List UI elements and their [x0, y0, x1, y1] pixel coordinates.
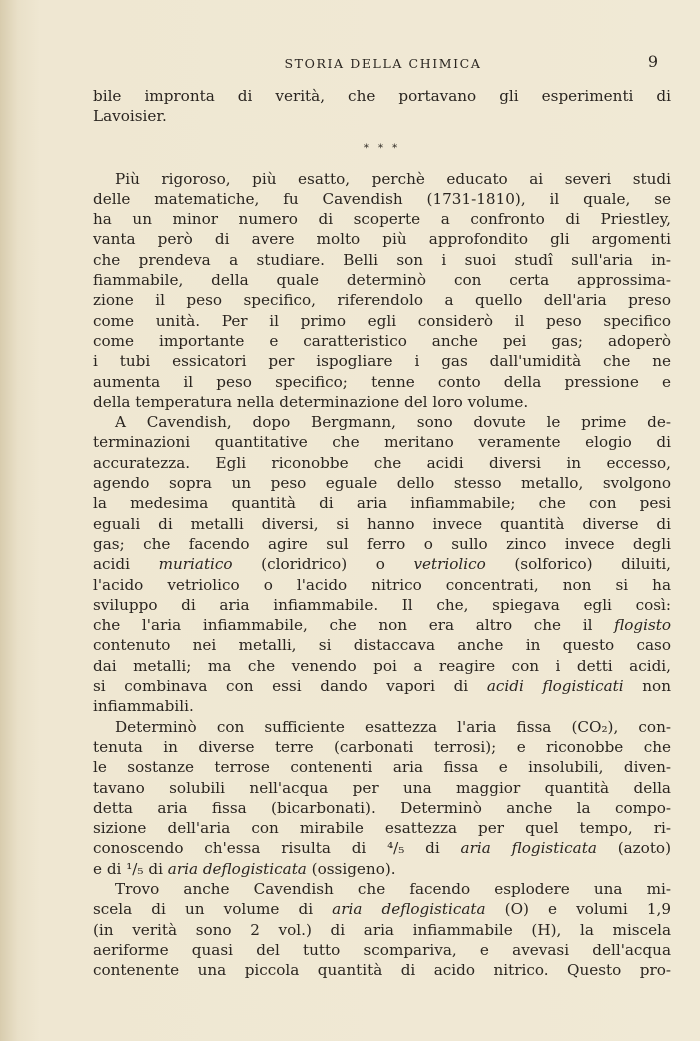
text-line: gas; che facendo agire sul ferro o sullo zinco invece degli — [93, 534, 671, 553]
text-line: bile impronta di verità, che portavano gli esperimenti di — [93, 87, 671, 105]
section-separator: * * * — [363, 142, 401, 154]
text-line: (in verità sono 2 vol.) di aria infiammabile (H), la miscela — [93, 920, 671, 939]
text-line: i tubi essicatori per ispogliare i gas dall'umidità che ne — [93, 352, 671, 371]
text-line: contenuto nei metalli, si distaccava anche in questo caso — [93, 636, 671, 655]
text-line: la medesima quantità di aria infiammabile; che con pesi — [93, 494, 671, 513]
text-line: accuratezza. Egli riconobbe che acidi diversi in eccesso, — [93, 453, 671, 472]
text-line: Lavoisier. — [93, 107, 167, 126]
text-line: agendo sopra un peso eguale dello stesso metallo, svolgono — [93, 474, 671, 493]
text-line: zione il peso specifico, riferendolo a quello dell'aria preso — [93, 291, 671, 310]
text-line: e di ¹/₅ di aria deflogisticata (ossigeno). — [93, 859, 396, 878]
text-line: aeriforme quasi del tutto scompariva, e avevasi dell'acqua — [93, 940, 671, 959]
running-title: STORIA DELLA CHIMICA — [284, 56, 482, 71]
text-line: A Cavendish, dopo Bergmann, sono dovute le prime de- — [115, 413, 671, 432]
text-line: acidi muriatico (cloridrico) o vetriolico (solforico) diluiti, — [93, 555, 671, 574]
text-line: vanta però di avere molto più approfondito gli argomenti — [93, 230, 671, 249]
page-number: 9 — [647, 52, 658, 71]
text-line: conoscendo ch'essa risulta di ⁴/₅ di aria flogisticata (azoto) — [93, 839, 671, 858]
text-line: tavano solubili nell'acqua per una maggior quantità della — [93, 778, 671, 797]
text-line: ha un minor numero di scoperte a confronto di Priestley, — [93, 210, 671, 229]
text-line: l'acido vetriolico o l'acido nitrico concentrati, non si ha — [93, 575, 671, 594]
text-line: fiammabile, della quale determinò con certa approssima- — [93, 271, 671, 290]
body-text — [93, 86, 671, 980]
text-line: che prendeva a studiare. Belli son i suoi studî sull'aria in- — [93, 250, 671, 269]
text-line: detta aria fissa (bicarbonati). Determinò anche la compo- — [93, 798, 671, 817]
paragraphs — [93, 169, 671, 981]
text-line: contenente una piccola quantità di acido nitrico. Questo pro- — [93, 961, 671, 980]
text-line: come importante e caratteristico anche pei gas; adoperò — [93, 331, 671, 350]
text-line: della temperatura nella determinazione del loro volume. — [93, 392, 529, 411]
text-line: Trovo anche Cavendish che facendo esplodere una mi- — [115, 879, 671, 898]
text-line: Più rigoroso, più esatto, perchè educato ai severi studi — [115, 169, 671, 188]
text-line: sviluppo di aria infiammabile. Il che, spiegava egli così: — [93, 595, 671, 614]
text-line: Determinò con sufficiente esattezza l'aria fissa (CO₂), con- — [115, 717, 671, 736]
text-line: dai metalli; ma che venendo poi a reagire con i detti acidi, — [93, 656, 671, 675]
text-line: che l'aria infiammabile, che non era altro che il flogisto — [93, 616, 671, 635]
text-line: sizione dell'aria con mirabile esattezza per quel tempo, ri- — [93, 819, 671, 838]
text-line: le sostanze terrose contenenti aria fissa e insolubili, diven- — [93, 758, 671, 777]
text-line: delle matematiche, fu Cavendish (1731-1810), il quale, se — [93, 189, 671, 208]
text-line: infiammabili. — [93, 697, 194, 716]
text-line: come unità. Per il primo egli considerò il peso specifico — [93, 311, 671, 330]
text-line: scela di un volume di aria deflogisticata (O) e volumi 1,9 — [93, 900, 672, 919]
text-line: eguali di metalli diversi, si hanno invece quantità diverse di — [93, 514, 671, 533]
text-line: tenuta in diverse terre (carbonati terrosi); e riconobbe che — [93, 737, 671, 756]
text-line: si combinava con essi dando vapori di acidi flogisticati non — [93, 677, 671, 696]
text-line: aumenta il peso specifico; tenne conto della pressione e — [93, 372, 671, 391]
text-line: terminazioni quantitative che meritano veramente elogio di — [93, 433, 671, 452]
page-header — [96, 52, 670, 74]
